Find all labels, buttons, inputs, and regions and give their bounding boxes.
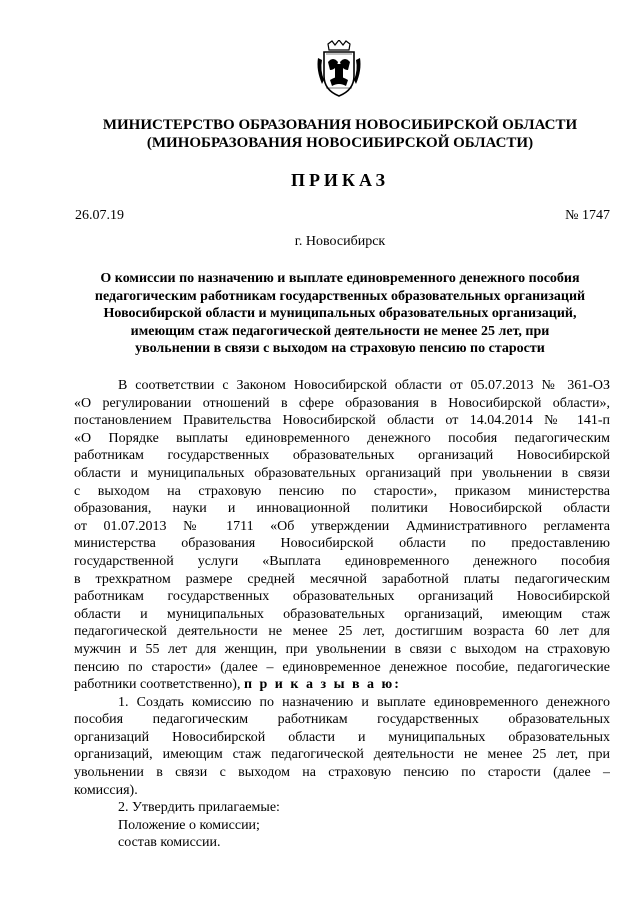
preamble-line: государственной услуги «Выплата единовременного денежного пособия: [74, 553, 610, 569]
order-date: 26.07.19: [75, 208, 124, 223]
order-title: ПРИКАЗ: [290, 170, 390, 190]
item1-line: пособия педагогическим работникам государственных образовательных: [74, 712, 610, 728]
preamble-line: от 01.07.2013 № 1711 «Об утверждении Административного регламента: [74, 518, 610, 534]
preamble-last-prefix: работники соответственно),: [74, 677, 241, 693]
item1-line: организаций, имеющим стаж педагогической деятельности не менее 25 лет, при: [74, 747, 610, 763]
preamble-line: мужчин и 55 лет для женщин, при увольнении в связи с выходом на страховую: [74, 641, 610, 657]
order-body: [74, 377, 610, 852]
preamble-line: министерства образования Новосибирской области по предоставлению: [74, 536, 610, 552]
subject-line: педагогическим работникам государственных образовательных организаций: [94, 288, 586, 304]
preamble-last-line: [74, 676, 610, 694]
novosibirsk-coat-of-arms-icon: [316, 40, 362, 98]
item1-line: комиссия).: [74, 782, 138, 798]
preamble-line: «О регулировании отношений в сфере образования в Новосибирской области»,: [74, 395, 610, 411]
ministry-name: МИНИСТЕРСТВО ОБРАЗОВАНИЯ НОВОСИБИРСКОЙ ОБЛАСТИ: [102, 117, 578, 133]
preamble-line: с выходом на страховую пенсию по старости», приказом министерства: [74, 483, 610, 499]
item1-line: увольнении в связи с выходом на страховую пенсию по старости (далее –: [74, 765, 610, 781]
preamble-line: педагогической деятельности не менее 25 лет, достигшим возраста 60 лет для: [74, 624, 610, 640]
preamble-line: области и муниципальных образовательных организаций при увольнении в связи: [74, 465, 610, 481]
order-subject: [70, 270, 610, 358]
preamble-line: работникам государственных образовательных организаций Новосибирской: [74, 589, 610, 605]
order-word: п р и к а з ы в а ю:: [243, 677, 401, 693]
item2-sub-line: Положение о комиссии;: [118, 817, 260, 833]
item1-line: организаций Новосибирской области и муниципальных образовательных: [74, 729, 610, 745]
item2-line: 2. Утвердить прилагаемые:: [118, 800, 280, 816]
preamble-line: В соответствии с Законом Новосибирской области от 05.07.2013 № 361-ОЗ: [118, 378, 610, 393]
preamble-line: «О Порядке выплаты единовременного денежного пособия педагогическим: [74, 430, 610, 446]
order-number: № 1747: [565, 208, 610, 223]
preamble-line: образования, науки и инновационной политики Новосибирской области: [74, 501, 610, 517]
item1-line: 1. Создать комиссию по назначению и выплате единовременного денежного: [118, 694, 610, 710]
ministry-short-name: (МИНОБРАЗОВАНИЯ НОВОСИБИРСКОЙ ОБЛАСТИ): [146, 135, 534, 151]
subject-line: имеющим стаж педагогической деятельности не менее 25 лет, при: [130, 323, 550, 339]
preamble-line: постановлением Правительства Новосибирской области от 14.04.2014 № 141-п: [74, 413, 610, 429]
subject-line: увольнении в связи с выходом на страховую пенсию по старости: [135, 341, 545, 357]
subject-line: О комиссии по назначению и выплате единовременного денежного пособия: [100, 271, 580, 286]
preamble-line: области и муниципальных образовательных организаций, имеющим стаж: [74, 606, 610, 622]
city: г. Новосибирск: [294, 234, 386, 249]
subject-line: Новосибирской области и муниципальных образовательных организаций,: [103, 306, 577, 322]
preamble-line: работникам государственных образовательных организаций Новосибирской: [74, 448, 610, 464]
preamble-line: пенсию по старости» (далее – единовременное денежное пособие, педагогические: [74, 659, 610, 675]
item2-sub-line: состав комиссии.: [118, 835, 221, 851]
preamble-line: в трехкратном размере средней месячной заработной платы педагогическим: [74, 571, 610, 587]
